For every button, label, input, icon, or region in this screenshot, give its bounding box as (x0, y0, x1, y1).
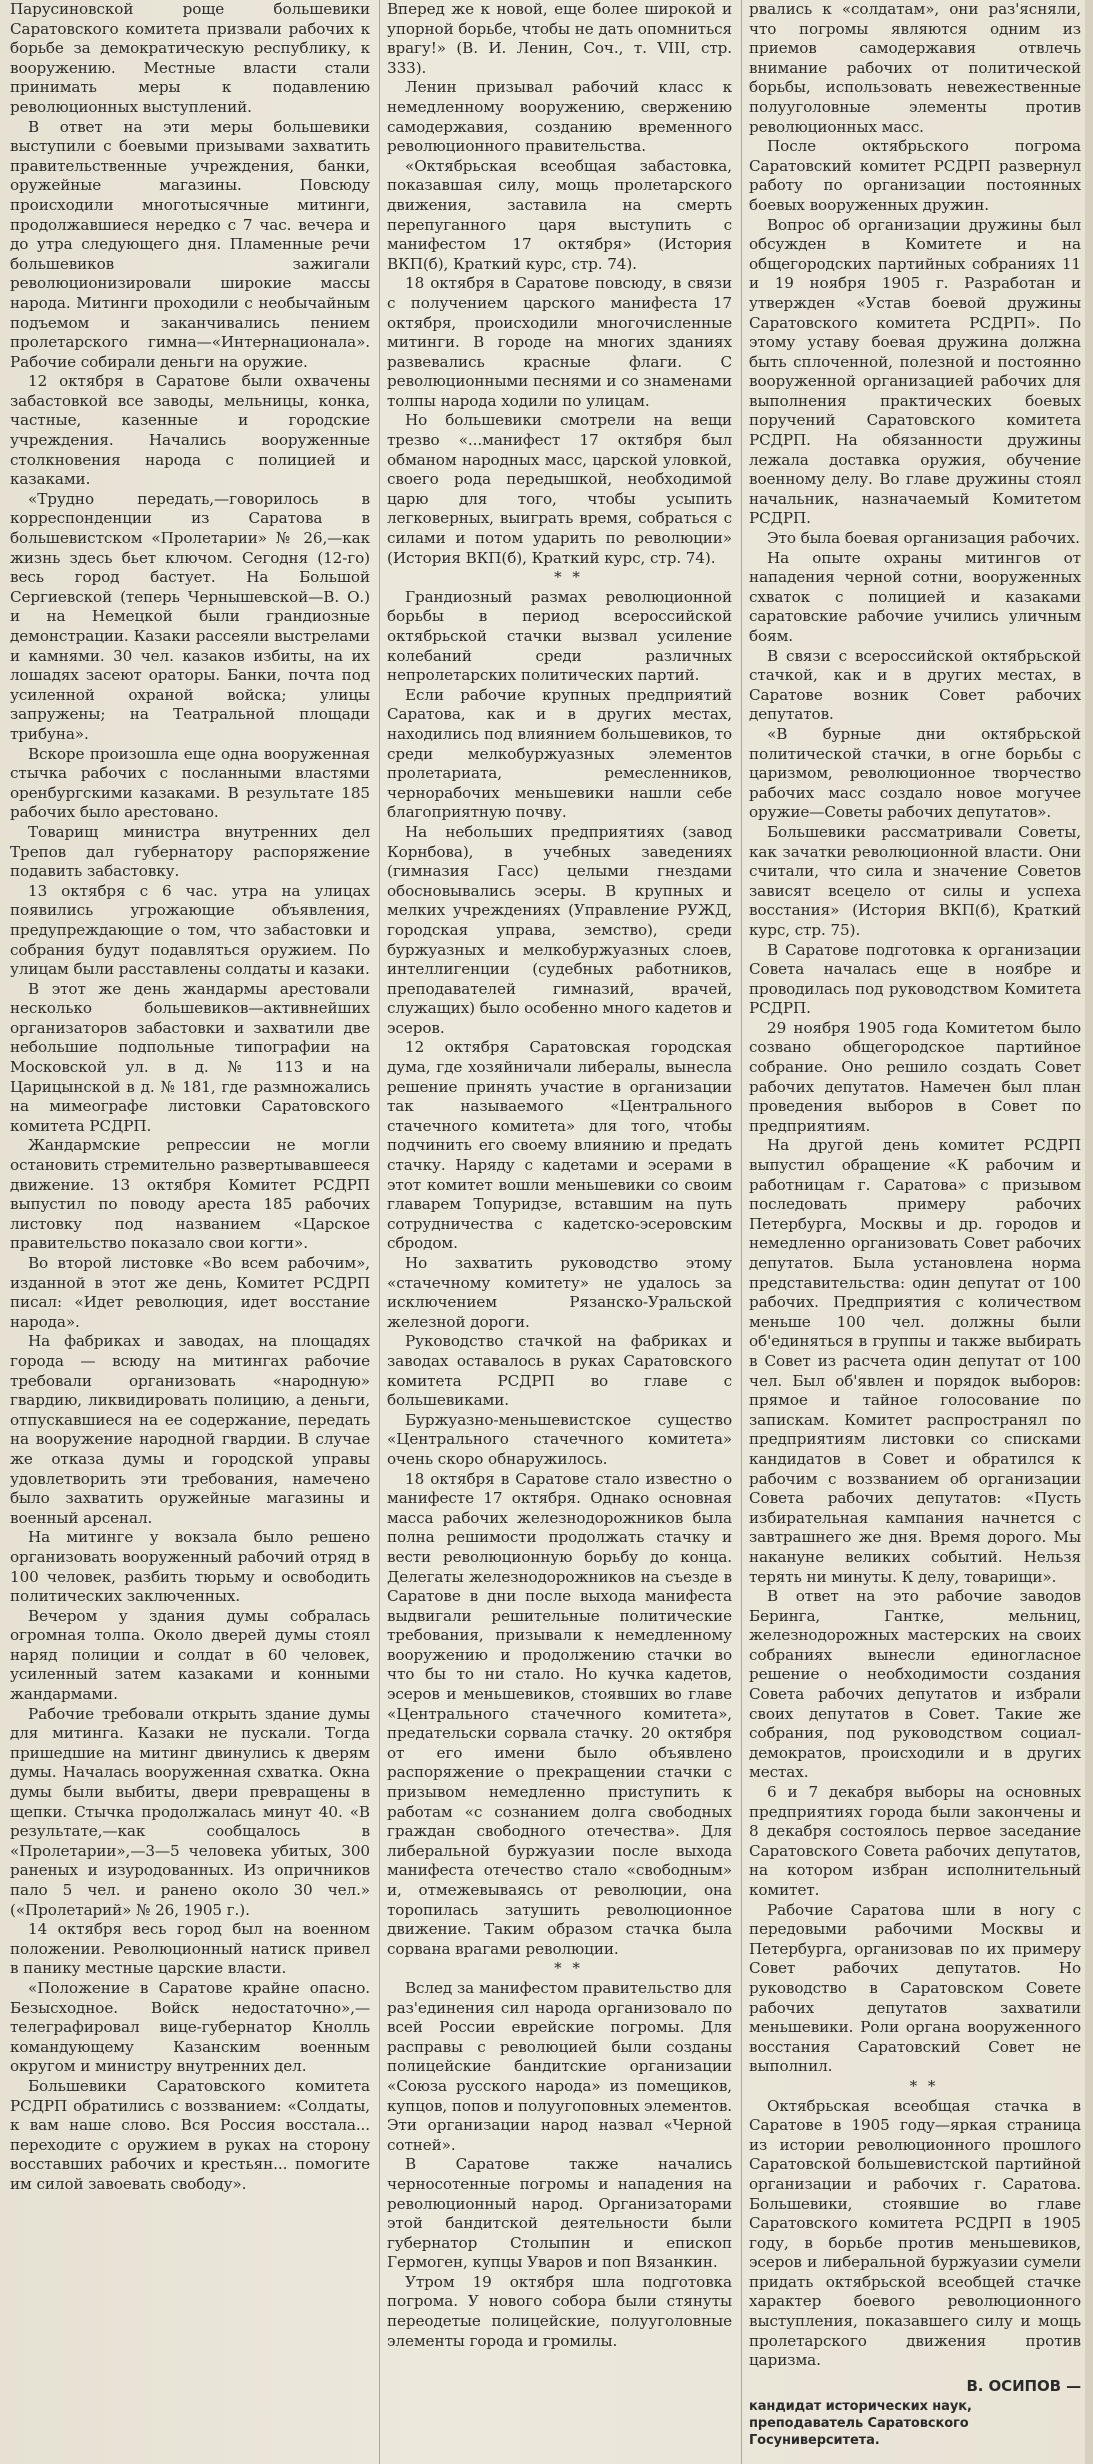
article-paragraph: 29 ноября 1905 года Комитетом было созвано общегородское партийное собрание. Оно решило создать Совет рабочих депутатов. Намечен был план проведения выборов в Совет по предприятиям. (749, 1018, 1081, 1135)
article-paragraph: Если рабочие крупных предприятий Саратова, как и в других местах, находились под влиянием большевиков, то среди мелкобуржуазных элементов пролетариата, ремесленников, чернорабочих меньшевики нашли себе благоприятную почву. (387, 685, 732, 822)
article-paragraph: В Саратове подготовка к организации Совета началась еще в ноябре и проводилась под руководством Комитета РСДРП. (749, 940, 1081, 1018)
column-rule (379, 0, 380, 2464)
article-paragraph: 12 октября в Саратове были охвачены забастовкой все заводы, мельницы, конка, частные, казенные и городские учреждения. Начались вооруженные столкновения народа с полицией и казаками. (10, 372, 370, 489)
article-column-2 (387, 0, 732, 2464)
article-paragraph: Но большевики смотрели на вещи трезво «...манифест 17 октября был обманом народных масс, царской уловкой, своего рода передышкой, необходимой царю для того, чтобы усыпить легковерных, выиграть время, собраться с силами и потом ударить по революции» (История ВКП(б), Краткий курс, стр. 74). (387, 411, 732, 567)
article-paragraph: После октябрьского погрома Саратовский комитет РСДРП развернул работу по организации постоянных боевых вооруженных дружин. (749, 137, 1081, 214)
author-signature (749, 2377, 1081, 2450)
article-paragraph: На митинге у вокзала было решено организовать вооруженный рабочий отряд в 100 человек, разбить тюрьму и освободить политических заключенных. (10, 1528, 370, 1606)
article-paragraph: рвались к «солдатам», они раз'ясняли, что погромы являются одним из приемов самодержавия отвлечь внимание рабочих от политической борьбы, использовать невежественные полууголовные элементы против революционных масс. (749, 0, 1081, 136)
article-paragraph: Рабочие Саратова шли в ногу с передовыми рабочими Москвы и Петербурга, организовав по их примеру Совет рабочих депутатов. Но руководство в Саратовском Совете рабочих депутатов захватили меньшевики. Роли органа вооруженного восстания Саратовский Совет не выполнил. (749, 1900, 1081, 2076)
article-paragraph: В этот же день жандармы арестовали несколько большевиков—активнейших организаторов забастовки и захватили две небольшие подпольные типографии на Московской ул. в д. № 113 и на Царицынской в д. № 181, где размножались на мимеографе листовки Саратовского комитета РСДРП. (10, 979, 370, 1135)
article-paragraph: Во второй листовке «Во всем рабочим», изданной в этот же день, Комитет РСДРП писал: «Идет революция, идет восстание народа». (10, 1254, 370, 1331)
article-paragraph: Жандармские репрессии не могли остановить стремительно развертывавшееся движение. 13 октября Комитет РСДРП выпустил по поводу ареста 185 рабочих листовку под названием «Царское правительство показало свои когти». (10, 1136, 370, 1253)
article-paragraph: В Саратове также начались черносотенные погромы и нападения на революционный народ. Организаторами этой бандитской деятельности были губернатор Столыпин и епископ Гермоген, купцы Уваров и поп Вязанкин. (387, 2155, 732, 2272)
article-paragraph: «Октябрьская всеобщая забастовка, показавшая силу, мощь пролетарского движения, заставила на смерть перепуганного царя выступить с манифестом 17 октября» (История ВКП(б), Краткий курс, стр. 74). (387, 156, 732, 273)
article-paragraph: В связи с всероссийской октябрьской стачкой, как и в других местах, в Саратове возник Совет рабочих депутатов. (749, 646, 1081, 724)
article-paragraph: Большевики рассматривали Советы, как зачатки революционной власти. Они считали, что сила и значение Советов зависят всецело от силы и успеха восстания» (История ВКП(б), Краткий курс, стр. 75). (749, 822, 1081, 939)
article-paragraph: Парусиновской роще большевики Саратовского комитета призвали рабочих к борьбе за демократическую республику, к вооружению. Местные власти стали принимать меры к подавлению революционных выступлений. (10, 0, 370, 116)
article-paragraph: Вскоре произошла еще одна вооруженная стычка рабочих с посланными властями оренбургскими казаками. В результате 185 рабочих было арестовано. (10, 744, 370, 822)
article-paragraph: На небольших предприятиях (завод Корнбова), в учебных заведениях (гимназия Гасс) целыми гнездами обосновывались эсеры. В крупных и мелких учреждениях (Управление РУЖД, городская управа, земство), среди буржуазных и мелкобуржуазных слоев, интеллигенции (судебных работников, преподавателей гимназий, врачей, служащих) было особенно много кадетов и эсеров. (387, 822, 732, 1037)
article-paragraph: На другой день комитет РСДРП выпустил обращение «К рабочим и работницам г. Саратова» с призывом последовать примеру рабочих Петербурга, Москвы и др. городов и немедленно организовать Совет рабочих депутатов. Была установлена норма представительства: один депутат от 100 рабочих. Предприятия с количеством меньше 100 чел. должны были об'единяться в группы и также выбирать в Совет из расчета один депутат от 100 чел. Был об'явлен и порядок выборов: прямое и тайное голосование по запискам. Комитет распространял по предприятиям листовки со списками кандидатов в Совет и обратился к рабочим с воззванием об организации Совета рабочих депутатов: «Пусть избирательная кампания начнется с завтрашнего же дня. Время дорого. Мы накануне великих событий. Нельзя терять ни минуты. К делу, товарищи». (749, 1136, 1081, 1586)
article-paragraph: Вопрос об организации дружины был обсужден в Комитете и на общегородских партийных собраниях 11 и 19 ноября 1905 г. Разработан и утвержден «Устав боевой дружины Саратовского комитета РСДРП». По этому уставу боевая дружина должна быть сплоченной, полезной и постоянно вооруженной организацией рабочих для выполнения практических боевых поручений Саратовского комитета РСДРП. На обязанности дружины лежала доставка оружия, обучение военному делу. Во главе дружины стоял начальник, назначаемый Комитетом РСДРП. (749, 215, 1081, 528)
article-paragraph: Но захватить руководство этому «стачечному комитету» не удалось за исключением Рязанско-Уральской железной дороги. (387, 1254, 732, 1331)
article-paragraph: В ответ на это рабочие заводов Беринга, Гантке, мельниц, железнодорожных мастерских на своих собраниях вынесли единогласное решение о необходимости создания Совета рабочих депутатов и избрали своих депутатов в Совет. Такие же собрания, под руководством социал-демократов, происходили и в других местах. (749, 1587, 1081, 1782)
article-paragraph: Ленин призывал рабочий класс к немедленному вооружению, свержению самодержавия, созданию временного революционного правительства. (387, 78, 732, 156)
article-paragraph: 18 октября в Саратове стало известно о манифесте 17 октября. Однако основная масса рабочих железнодорожников была полна решимости продолжать стачку и вести революционную борьбу до конца. Делегаты железнодорожников на съезде в Саратове в дни после выхода манифеста выдвигали решительные политические требования, призывали к немедленному вооружению и продолжению стачки во что бы то ни стало. Но кучка кадетов, эсеров и меньшевиков, стоявших во главе «Центрального стачечного комитета», предательски сорвала стачку. 20 октября от его имени было объявлено распоряжение о прекращении стачки с призывом немедленно приступить к работам «с сознанием долга свободных граждан свободного отечества». Для либеральной буржуазии после выхода манифеста отечество стало «свободным» и, отмежевываясь от революции, она торопилась затушить революционное движение. Таким образом стачка была сорвана врагами революции. (387, 1469, 732, 1958)
section-separator: * * (554, 1959, 583, 1978)
column-rule (741, 0, 742, 2464)
article-paragraph: В ответ на эти меры большевики выступили с боевыми призывами захватить правительственные учреждения, банки, оружейные магазины. Повсюду происходили многотысячные митинги, продолжавшиеся нередко с 7 час. вечера и до утра следующего дня. Пламенные речи большевиков зажигали революционизировали широкие массы народа. Митинги проходили с необычайным подъемом и заканчивались пением пролетарского гимна—«Интернационала». Рабочие собирали деньги на оружие. (10, 117, 370, 371)
article-paragraph: 13 октября с 6 час. утра на улицах появились угрожающие объявления, предупреждающие о том, что забастовки и собрания будут подавляться оружием. По улицам были расставлены солдаты и казаки. (10, 881, 370, 979)
article-column-3 (749, 0, 1081, 2464)
article-paragraph: Вечером у здания думы собралась огромная толпа. Около дверей думы стоял наряд полиции и солдат в 60 человек, усиленный затем казаками и конными жандармами. (10, 1606, 370, 1704)
author-credentials: кандидат исторических наук, преподаватель Саратовского Госуниверситета. (749, 2399, 972, 2449)
article-paragraph: Октябрьская всеобщая стачка в Саратове в 1905 году—яркая страница из истории революционного прошлого Саратовской большевистской партийной организации и рабочих г. Саратова. Большевики, стоявшие во главе Саратовского комитета РСДРП в 1905 году, в борьбе против меньшевиков, эсеров и либеральной буржуазии сумели придать октябрьской всеобщей стачке характер боевого революционного выступления, показавшего силу и мощь пролетарского движения против царизма. (749, 2096, 1081, 2370)
section-separator: * * (909, 2076, 939, 2095)
article-paragraph: «Трудно передать,—говорилось в корреспонденции из Саратова в большевистском «Пролетарии» № 26,—как жизнь здесь бьет ключом. Сегодня (12-го) весь город бастует. На Большой Сергиевской (теперь Чернышевской—В. О.) и на Немецкой были грандиозные демонстрации. Казаки рассеяли выстрелами и камнями. 30 чел. казаков избиты, на их лошадях засеют ораторы. Банки, почта под усиленной охраной войска; улицы запружены; на Театральной площади трибуна». (10, 489, 370, 743)
article-paragraph: Рабочие требовали открыть здание думы для митинга. Казаки не пускали. Тогда пришедшие на митинг двинулись к дверям думы. Началась вооруженная схватка. Окна думы были выбиты, двери превращены в щепки. Стычка продолжалась минут 40. «В результате,—как сообщалось в «Пролетарии»,—3—5 человека убитых, 300 раненых и изуродованных. Из опричников пало 5 чел. и ранено около 30 чел.» («Пролетарий» № 26, 1905 г.). (10, 1704, 370, 1919)
article-paragraph: Это была боевая организация рабочих. (767, 529, 1080, 548)
article-paragraph: Буржуазно-меньшевистское существо «Центрального стачечного комитета» очень скоро обнаружилось. (387, 1410, 732, 1468)
article-column-3-body (749, 0, 1081, 2371)
article-paragraph: Товарищ министра внутренних дел Трепов дал губернатору распоряжение подавить забастовку. (10, 822, 370, 881)
article-paragraph: 12 октября Саратовская городская дума, где хозяйничали либералы, вынесла решение принять участие в организации так называемого «Центрального стачечного комитета» для того, чтобы подчинить его своему влиянию и предать стачку. Наряду с кадетами и эсерами в этот комитет вошли меньшевики со своим главарем Топуридзе, вставшим на путь сотрудничества с кадетско-эсеровским сбродом. (387, 1038, 732, 1253)
article-paragraph: «Положение в Саратове крайне опасно. Безысходное. Войск недостаточно»,—телеграфировал вице-губернатор Кнолль командующему Казанским военным округом и министру внутренних дел. (10, 1978, 370, 2076)
article-paragraph: Вперед же к новой, еще более широкой и упорной борьбе, чтобы не дать опомниться врагу!» (В. И. Ленин, Соч., т. VIII, стр. 333). (387, 0, 732, 77)
article-paragraph: Утром 19 октября шла подготовка погрома. У нового собора были стянуты переодетые полицейские, полууголовные элементы города и громилы. (387, 2272, 732, 2350)
article-paragraph: 6 и 7 декабря выборы на основных предприятиях города были закончены и 8 декабря состоялось первое заседание Саратовского Совета рабочих депутатов, на котором избран исполнительный комитет. (749, 1783, 1081, 1899)
page-edge (1085, 0, 1093, 2464)
article-paragraph: На фабриках и заводах, на площадях города — всюду на митингах рабочие требовали организовать «народную» гвардию, ликвидировать полицию, а деньги, отпускавшиеся на ее содержание, передать на вооружение народной гвардии. В случае же отказа думы и городской управы удовлетворить эти требования, намечено было захватить оружейные магазины и военный арсенал. (10, 1332, 370, 1527)
article-paragraph: 18 октября в Саратове повсюду, в связи с получением царского манифеста 17 октября, происходили многочисленные митинги. В городе на многих зданиях развевались красные флаги. С революционными песнями и со знаменами толпы народа ходили по улицам. (387, 274, 732, 410)
author-name: В. ОСИПОВ — (966, 2376, 1081, 2395)
section-separator: * * (554, 568, 583, 587)
article-paragraph: Вслед за манифестом правительство для раз'единения сил народа организовало по всей России еврейские погромы. Для расправы с революцией были созданы полицейские бандитские организации «Союза русского народа» из помещиков, купцов, попов и полуугоповных элементов. Эти организации народ назвал «Черной сотней». (387, 1978, 732, 2154)
article-paragraph: На опыте охраны митингов от нападения черной сотни, вооруженных схваток с полицией и казаками саратовские рабочие учились уличным боям. (749, 548, 1081, 645)
article-paragraph: Большевики Саратовского комитета РСДРП обратились с воззванием: «Солдаты, к вам наше слово. Вся Россия восстала... переходите с оружием в руках на сторону восставших рабочих и крестьян... помогите им силой завоевать свободу». (10, 2076, 370, 2193)
article-paragraph: «В бурные дни октябрьской политической стачки, в огне борьбы с царизмом, революционное творчество рабочих масс создало новое могучее оружие—Советы рабочих депутатов». (749, 724, 1081, 822)
article-paragraph: Грандиозный размах революционной борьбы в период всероссийской октябрьской стачки вызвал усиление колебаний среди различных непролетарских политических партий. (387, 587, 732, 685)
article-paragraph: Руководство стачкой на фабриках и заводах оставалось в руках Саратовского комитета РСДРП во главе с большевиками. (387, 1332, 732, 1410)
article-paragraph: 14 октября весь город был на военном положении. Революционный натиск привел в панику местные царские власти. (10, 1920, 370, 1978)
article-column-1 (10, 0, 370, 2464)
